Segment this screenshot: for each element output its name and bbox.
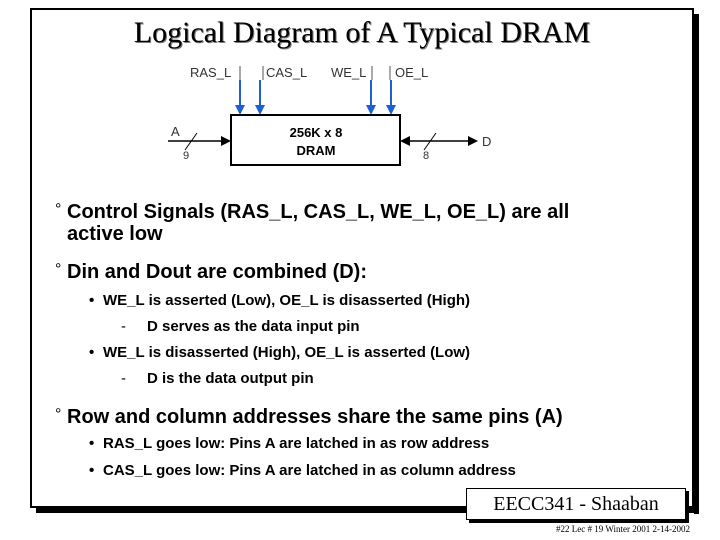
chip-label-size: 256K x 8 — [289, 125, 343, 140]
course-footer: EECC341 - Shaaban — [466, 488, 686, 520]
signal-label-cas: CAS_L — [266, 65, 308, 80]
signal-label-ras: RAS_L — [190, 65, 232, 80]
sub-bullet-text: WE_L is asserted (Low), OE_L is disasserted (High) — [103, 292, 471, 309]
bullet-text: Row and column addresses share the same pins (A) — [67, 406, 563, 428]
detail-text: D serves as the data input pin — [147, 318, 360, 335]
bullet-marker: ° — [55, 201, 62, 218]
address-width: 9 — [183, 150, 190, 162]
detail-dash: - — [121, 318, 126, 335]
data-label: D — [482, 134, 492, 149]
address-label: A — [171, 124, 180, 139]
bullet-text: Din and Dout are combined (D): — [67, 261, 367, 283]
detail-text: D is the data output pin — [147, 370, 314, 387]
bullet-text: active low — [67, 223, 163, 245]
bullet-marker: ° — [55, 261, 62, 278]
sub-bullet-text: WE_L is disasserted (High), OE_L is asserted (Low) — [103, 344, 471, 361]
sub-bullet-text: RAS_L goes low: Pins A are latched in as row address — [103, 435, 490, 452]
signal-label-oe: OE_L — [395, 65, 429, 80]
chip-label-dram: DRAM — [296, 143, 336, 158]
signal-label-we: WE_L — [331, 65, 367, 80]
lecture-meta: #22 Lec # 19 Winter 2001 2-14-2002 — [556, 524, 690, 534]
sub-bullet-dot: • — [89, 462, 95, 479]
detail-dash: - — [121, 370, 126, 387]
bullet-text: Control Signals (RAS_L, CAS_L, WE_L, OE_L) are all — [67, 201, 570, 223]
data-width: 8 — [423, 150, 430, 162]
sub-bullet-text: CAS_L goes low: Pins A are latched in as column address — [103, 462, 516, 479]
slide-title: Logical Diagram of A Typical DRAM — [133, 16, 591, 49]
sub-bullet-dot: • — [89, 292, 95, 309]
sub-bullet-dot: • — [89, 344, 95, 361]
sub-bullet-dot: • — [89, 435, 95, 452]
bullet-marker: ° — [55, 406, 62, 423]
